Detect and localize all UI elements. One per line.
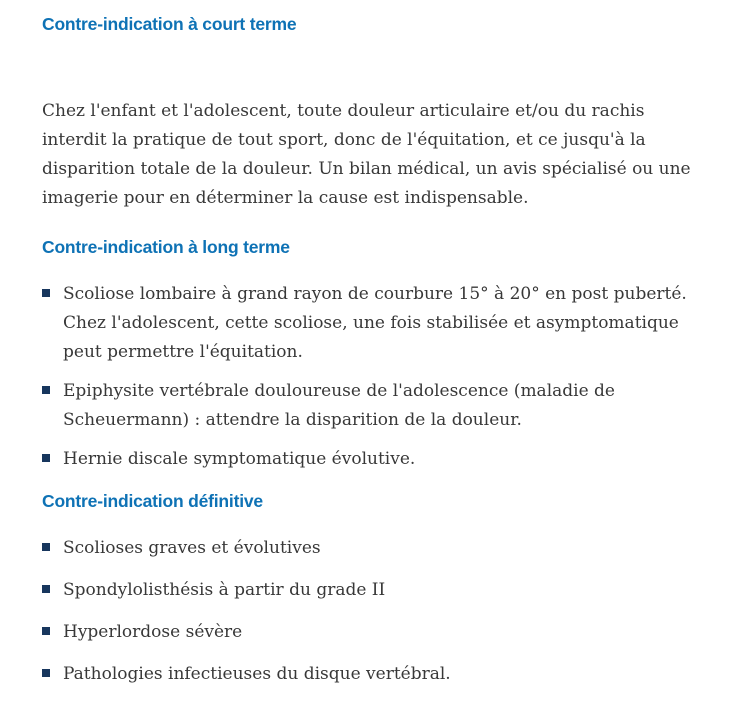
list-item [42, 576, 705, 605]
bullet-square-icon [42, 669, 50, 677]
bullet-square-icon [42, 543, 50, 551]
list-item [42, 618, 705, 647]
list-item-text: Epiphysite vertébrale douloureuse de l'adolescence (maladie de Scheuermann) : attendre la disparition de la douleur. [63, 381, 615, 430]
list-item [42, 445, 705, 474]
list-item [42, 534, 705, 563]
bullet-square-icon [42, 585, 50, 593]
list-item [42, 280, 705, 367]
bullet-square-icon [42, 386, 50, 394]
bullet-square-icon [42, 627, 50, 635]
heading-contre-indication-court-terme: Contre-indication à court terme [42, 14, 297, 34]
list-item-text: Hernie discale symptomatique évolutive. [63, 449, 416, 469]
bullet-square-icon [42, 454, 50, 462]
bullet-square-icon [42, 289, 50, 297]
list-item [42, 377, 705, 435]
heading-contre-indication-long-terme: Contre-indication à long terme [42, 237, 290, 257]
list-item-text: Scolioses graves et évolutives [63, 538, 321, 558]
bullet-list-long-terme [42, 280, 705, 474]
list-item [42, 660, 705, 689]
list-item-text: Scoliose lombaire à grand rayon de courbure 15° à 20° en post puberté. Chez l'adolescent, cette scoliose, une fois stabilisée et asymptomatique peut permettre l'équitation. [63, 284, 687, 362]
heading-contre-indication-definitive: Contre-indication définitive [42, 491, 263, 511]
list-item-text: Hyperlordose sévère [63, 622, 243, 642]
paragraph-court-terme: Chez l'enfant et l'adolescent, toute douleur articulaire et/ou du rachis interdit la pratique de tout sport, donc de l'équitation, et ce jusqu'à la disparition totale de la douleur. Un bilan médical, un avis spécialisé ou une imagerie pour en déterminer la cause est indispensable. [42, 101, 691, 208]
list-item-text: Spondylolisthésis à partir du grade II [63, 580, 386, 600]
list-item-text: Pathologies infectieuses du disque vertébral. [63, 664, 451, 684]
bullet-list-definitive [42, 534, 705, 689]
